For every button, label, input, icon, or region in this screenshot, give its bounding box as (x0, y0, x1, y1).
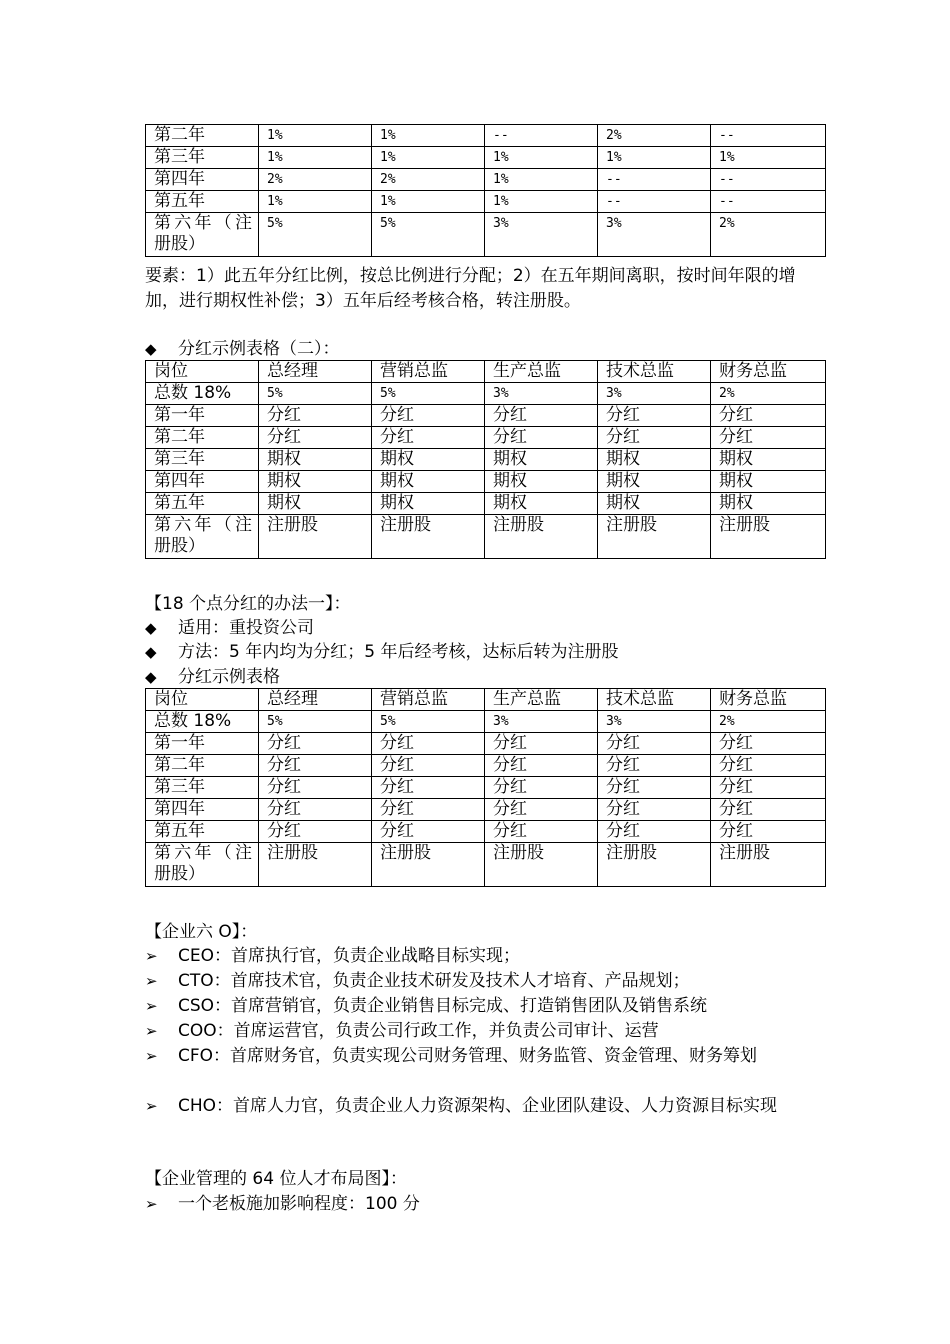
table-cell: 3% (598, 383, 711, 405)
table-cell: 1% (598, 147, 711, 169)
six-o-item (145, 994, 825, 1019)
table-cell: 分红 (372, 755, 485, 777)
dividend-table-continued (145, 124, 826, 257)
table-cell: 1% (485, 169, 598, 191)
table-row (146, 125, 826, 147)
table-cell: 技术总监 (598, 689, 711, 711)
table-row (146, 733, 826, 755)
table-row (146, 383, 826, 405)
table-cell: 总经理 (259, 689, 372, 711)
dividend-example-table-2 (145, 360, 826, 559)
table-cell: 生产总监 (485, 689, 598, 711)
table-cell: 期权 (372, 493, 485, 515)
table-cell: 分红 (598, 405, 711, 427)
table-cell: 营销总监 (372, 689, 485, 711)
table-cell: 分红 (485, 777, 598, 799)
bullet-text: CEO：首席执行官，负责企业战略目标实现； (178, 946, 520, 966)
six-o-item (145, 1094, 825, 1119)
table-cell: 注册股 (598, 515, 711, 559)
table-row (146, 821, 826, 843)
talent-layout-item (145, 1192, 825, 1217)
row-label-cell: 第五年 (146, 191, 259, 213)
table-cell: 3% (598, 213, 711, 257)
table-cell: 分红 (711, 777, 826, 799)
row-label-cell: 第一年 (146, 733, 259, 755)
dividend-table-continued-body (146, 125, 826, 257)
dividend-example-table-3 (145, 688, 826, 887)
table-row (146, 843, 826, 887)
arrow-bullet-icon: ➢ (145, 1097, 158, 1115)
row-label-cell: 第六年（注册股） (146, 213, 259, 257)
table-cell: 分红 (711, 755, 826, 777)
table-cell: 分红 (372, 427, 485, 449)
table-header-row (146, 689, 826, 711)
table-cell: 1% (711, 147, 826, 169)
table-cell: 2% (711, 383, 826, 405)
row-label-cell: 岗位 (146, 689, 259, 711)
row-label-cell: 第四年 (146, 471, 259, 493)
table-cell: 分红 (259, 821, 372, 843)
table-cell: 营销总监 (372, 361, 485, 383)
table-cell: 注册股 (598, 843, 711, 887)
bullet-text: CSO：首席营销官，负责企业销售目标完成、打造销售团队及销售系统 (178, 996, 708, 1016)
table-row (146, 471, 826, 493)
table-cell: 2% (711, 213, 826, 257)
table-cell: 5% (372, 213, 485, 257)
table-cell: 2% (598, 125, 711, 147)
diamond-bullet-icon: ◆ (145, 668, 157, 686)
table-cell: 分红 (598, 733, 711, 755)
table-row (146, 449, 826, 471)
table-cell: 1% (372, 191, 485, 213)
table-row (146, 493, 826, 515)
table-cell: 注册股 (485, 515, 598, 559)
row-label-cell: 第五年 (146, 493, 259, 515)
table-cell: 注册股 (711, 843, 826, 887)
section2-title-row (145, 337, 825, 362)
table-cell: 期权 (372, 449, 485, 471)
table-row (146, 515, 826, 559)
table-cell: 注册股 (485, 843, 598, 887)
arrow-bullet-icon: ➢ (145, 1047, 158, 1065)
bullet-text: CTO：首席技术官，负责企业技术研发及技术人才培育、产品规划； (178, 971, 690, 991)
talent-layout-heading: 【企业管理的 64 位人才布局图】： (145, 1169, 407, 1189)
table-cell: 分红 (372, 821, 485, 843)
table-cell: 分红 (259, 755, 372, 777)
table-cell: 分红 (485, 733, 598, 755)
table-row (146, 777, 826, 799)
bullet-text: 方法：5 年内均为分红；5 年后经考核，达标后转为注册股 (178, 642, 619, 662)
row-label-cell: 第四年 (146, 169, 259, 191)
table-cell: 财务总监 (711, 361, 826, 383)
table-cell: 分红 (711, 427, 826, 449)
table-cell: 分红 (485, 799, 598, 821)
table-cell: -- (711, 125, 826, 147)
table-cell: 分红 (598, 777, 711, 799)
table-cell: 3% (485, 711, 598, 733)
table-cell: 分红 (711, 733, 826, 755)
dividend-example-table-3-body (146, 711, 826, 887)
table-cell: 期权 (485, 493, 598, 515)
arrow-bullet-icon: ➢ (145, 947, 158, 965)
bullet-text: 适用：重投资公司 (178, 618, 314, 638)
table-cell: 期权 (485, 449, 598, 471)
method1-bullet-method (145, 640, 825, 665)
table-cell: 分红 (711, 799, 826, 821)
table-cell: 1% (259, 125, 372, 147)
method1-heading: 【18 个点分红的办法一】： (145, 594, 351, 614)
table-cell: 5% (259, 213, 372, 257)
row-label-cell: 第二年 (146, 125, 259, 147)
table-cell: 生产总监 (485, 361, 598, 383)
table-cell: 分红 (485, 755, 598, 777)
table-cell: 分红 (485, 427, 598, 449)
table-cell: 2% (711, 711, 826, 733)
bullet-text: 一个老板施加影响程度：100 分 (178, 1194, 420, 1214)
row-label-cell: 第三年 (146, 449, 259, 471)
table-cell: 2% (372, 169, 485, 191)
table-cell: 1% (259, 147, 372, 169)
table-row (146, 147, 826, 169)
table-row (146, 169, 826, 191)
table-cell: 期权 (598, 449, 711, 471)
arrow-bullet-icon: ➢ (145, 997, 158, 1015)
dividend-example-table-3-header (146, 689, 826, 711)
table-row (146, 799, 826, 821)
table-cell: 分红 (598, 427, 711, 449)
row-label-cell: 第一年 (146, 405, 259, 427)
diamond-bullet-icon: ◆ (145, 643, 157, 661)
table-cell: 1% (372, 125, 485, 147)
six-o-item (145, 969, 825, 994)
table-row (146, 213, 826, 257)
table-row (146, 191, 826, 213)
table-cell: -- (711, 169, 826, 191)
table-cell: 分红 (711, 821, 826, 843)
six-o-heading: 【企业六 O】： (145, 922, 258, 942)
table-cell: 分红 (372, 733, 485, 755)
table-cell: 注册股 (711, 515, 826, 559)
table-cell: 分红 (372, 777, 485, 799)
six-o-item (145, 1019, 825, 1044)
table-cell: 期权 (259, 471, 372, 493)
table-cell: 1% (485, 191, 598, 213)
method1-bullet-table (145, 665, 825, 690)
arrow-bullet-icon: ➢ (145, 1195, 158, 1213)
dividend-example-table-2-header (146, 361, 826, 383)
table-cell: 分红 (372, 405, 485, 427)
row-label-cell: 总数 18% (146, 711, 259, 733)
table-cell: 3% (485, 213, 598, 257)
table-cell: 分红 (372, 799, 485, 821)
row-label-cell: 第二年 (146, 427, 259, 449)
table-header-row (146, 361, 826, 383)
bullet-text: 分红示例表格 (178, 667, 280, 687)
table-cell: 分红 (259, 427, 372, 449)
table-cell: 1% (372, 147, 485, 169)
row-label-cell: 总数 18% (146, 383, 259, 405)
table-cell: 分红 (598, 821, 711, 843)
table-cell: 注册股 (259, 843, 372, 887)
table-cell: 5% (259, 383, 372, 405)
arrow-bullet-icon: ➢ (145, 1022, 158, 1040)
table-row (146, 711, 826, 733)
six-o-item (145, 944, 825, 969)
table-cell: 5% (372, 711, 485, 733)
table-cell: 期权 (598, 493, 711, 515)
table-cell: 3% (598, 711, 711, 733)
table-cell: 注册股 (372, 515, 485, 559)
table-cell: -- (598, 191, 711, 213)
table-cell: 分红 (598, 755, 711, 777)
table-cell: 技术总监 (598, 361, 711, 383)
elements-note: 要素：1）此五年分红比例，按总比例进行分配；2）在五年期间离职，按时间年限的增加，进行期权性补偿；3）五年后经考核合格，转注册股。 (145, 266, 796, 311)
table-cell: 分红 (485, 405, 598, 427)
table-row (146, 755, 826, 777)
table-cell: 期权 (372, 471, 485, 493)
row-label-cell: 第二年 (146, 755, 259, 777)
table-cell: 总经理 (259, 361, 372, 383)
table-cell: 分红 (485, 821, 598, 843)
six-o-item (145, 1044, 825, 1069)
row-label-cell: 第三年 (146, 147, 259, 169)
row-label-cell: 第六年（注册股） (146, 843, 259, 887)
table-cell: 注册股 (259, 515, 372, 559)
bullet-text: COO：首席运营官，负责公司行政工作，并负责公司审计、运营 (178, 1021, 659, 1041)
diamond-bullet-icon: ◆ (145, 619, 157, 637)
table-cell: 分红 (259, 733, 372, 755)
bullet-text: CHO：首席人力官，负责企业人力资源架构、企业团队建设、人力资源目标实现 (178, 1096, 778, 1116)
table-cell: 2% (259, 169, 372, 191)
table-cell: 期权 (485, 471, 598, 493)
row-label-cell: 第四年 (146, 799, 259, 821)
table-cell: 分红 (711, 405, 826, 427)
diamond-bullet-icon: ◆ (145, 340, 157, 358)
table-cell: 期权 (259, 493, 372, 515)
row-label-cell: 第六年（注册股） (146, 515, 259, 559)
row-label-cell: 岗位 (146, 361, 259, 383)
dividend-example-table-2-body (146, 383, 826, 559)
row-label-cell: 第五年 (146, 821, 259, 843)
table-cell: 3% (485, 383, 598, 405)
table-cell: 分红 (259, 799, 372, 821)
table-row (146, 427, 826, 449)
bullet-text: CFO：首席财务官，负责实现公司财务管理、财务监管、资金管理、财务筹划 (178, 1046, 758, 1066)
table-cell: 期权 (598, 471, 711, 493)
table-cell: -- (711, 191, 826, 213)
table-row (146, 405, 826, 427)
table-cell: 注册股 (372, 843, 485, 887)
table-cell: 财务总监 (711, 689, 826, 711)
arrow-bullet-icon: ➢ (145, 972, 158, 990)
table-cell: 期权 (711, 471, 826, 493)
table-cell: -- (598, 169, 711, 191)
table-cell: 5% (372, 383, 485, 405)
method1-bullet-applicable (145, 616, 825, 641)
table-cell: 期权 (711, 493, 826, 515)
table-cell: 分红 (598, 799, 711, 821)
table-cell: 5% (259, 711, 372, 733)
table-cell: 分红 (259, 405, 372, 427)
table-cell: 期权 (259, 449, 372, 471)
section2-title: 分红示例表格（二）： (178, 339, 340, 359)
table-cell: 1% (485, 147, 598, 169)
table-cell: 期权 (711, 449, 826, 471)
table-cell: 分红 (259, 777, 372, 799)
row-label-cell: 第三年 (146, 777, 259, 799)
table-cell: -- (485, 125, 598, 147)
table-cell: 1% (259, 191, 372, 213)
